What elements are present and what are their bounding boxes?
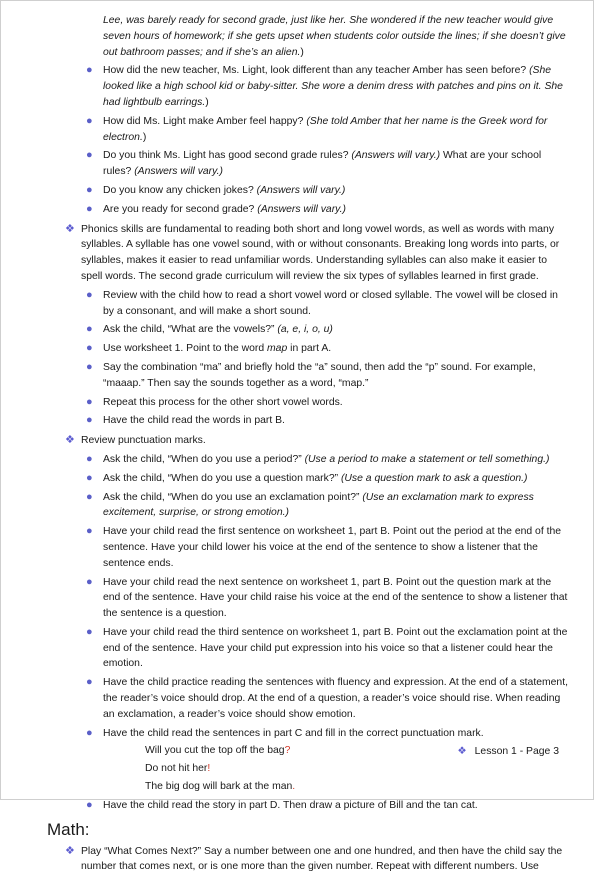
answer-text: (Use a period to make a statement or tell something.) bbox=[304, 453, 550, 465]
bullet-icon: ● bbox=[86, 414, 93, 427]
footer-text: Lesson 1 - Page 3 bbox=[474, 746, 559, 757]
math-heading: Math: bbox=[47, 819, 90, 839]
bullet-icon: ● bbox=[86, 64, 93, 77]
answer-text: (a, e, i, o, u) bbox=[277, 324, 333, 336]
punctuation-step bbox=[51, 452, 571, 468]
answer-close: ) bbox=[205, 96, 209, 108]
question-item bbox=[51, 63, 571, 110]
punctuation-step bbox=[51, 675, 571, 722]
summary-line: Lee, was barely ready for second grade, just like her. She wondered if the new teacher would give bbox=[103, 15, 554, 26]
sentence-text: The big dog will bark at the man bbox=[145, 781, 293, 793]
sentence-text: Do not hit her bbox=[145, 763, 208, 775]
punctuation-step bbox=[51, 490, 571, 522]
step-text: Have your child read the first sentence on worksheet 1, part B. Point out the period at the end of the sentence. Have your child lower his voice at the end of the sentence to show a listener that the sentence ends. bbox=[103, 526, 562, 569]
answer-text: (She told Amber that her name is the Greek word for electron. bbox=[103, 115, 548, 143]
phonics-step bbox=[51, 395, 571, 411]
question-item bbox=[51, 183, 571, 199]
phonics-step bbox=[51, 322, 571, 338]
question-text: How did Ms. Light make Amber feel happy? bbox=[103, 115, 304, 127]
phonics-step bbox=[51, 288, 571, 320]
answer-text: (Use a question mark to ask a question.) bbox=[340, 472, 528, 484]
punctuation-step bbox=[51, 798, 571, 814]
punctuation-step bbox=[51, 625, 571, 672]
page-footer bbox=[457, 745, 559, 759]
punctuation-section bbox=[51, 433, 571, 449]
handwritten-mark: . bbox=[292, 781, 296, 793]
bullet-icon: ● bbox=[86, 323, 93, 336]
summary-line: out bathroom passes; and if she’s an alien. bbox=[103, 46, 301, 58]
step-text: Say the combination “ma” and briefly hold the “a” sound, then add the “p” sound. For example, “maaap.” Then say the sounds together as a word, “map.” bbox=[103, 361, 536, 389]
bullet-icon: ● bbox=[86, 575, 93, 588]
step-text: Ask the child, “When do you use an exclamation point?” bbox=[103, 491, 360, 503]
punctuation-step bbox=[51, 575, 571, 622]
punctuation-step bbox=[51, 471, 571, 487]
diamond-bullet-icon: ❖ bbox=[65, 434, 75, 447]
bullet-icon: ● bbox=[86, 676, 93, 689]
step-text: in part A. bbox=[290, 343, 332, 355]
bullet-icon: ● bbox=[86, 149, 93, 162]
bullet-icon: ● bbox=[86, 798, 93, 811]
math-section bbox=[51, 844, 571, 875]
question-text: Are you ready for second grade? bbox=[103, 203, 255, 215]
step-text: Review with the child how to read a short vowel word or closed syllable. The vowel will be closed in by a consonant, and will make a short sound. bbox=[103, 289, 558, 317]
punctuation-intro: Review punctuation marks. bbox=[81, 435, 206, 447]
diamond-bullet-icon: ❖ bbox=[457, 746, 467, 757]
question-text: What are your school rules? bbox=[103, 150, 542, 178]
bullet-icon: ● bbox=[86, 452, 93, 465]
answer-text: (Answers will vary.) bbox=[351, 150, 441, 162]
question-text: Do you know any chicken jokes? bbox=[103, 184, 254, 196]
bullet-icon: ● bbox=[86, 471, 93, 484]
story-summary bbox=[103, 13, 571, 60]
bullet-icon: ● bbox=[86, 625, 93, 638]
diamond-bullet-icon: ❖ bbox=[65, 844, 75, 857]
question-text: How did the new teacher, Ms. Light, look different than any teacher Amber has seen before? bbox=[103, 65, 527, 77]
step-text: Ask the child, “When do you use a question mark?” bbox=[103, 472, 339, 484]
answer-text: (Answers will vary.) bbox=[134, 166, 223, 178]
question-text: Do you think Ms. Light has good second grade rules? bbox=[103, 150, 349, 162]
question-item bbox=[51, 202, 571, 218]
example-sentence bbox=[145, 779, 571, 795]
phonics-step bbox=[51, 341, 571, 357]
step-text: Have the child practice reading the sentences with fluency and expression. At the end of a statement, the reader’s voice should drop. At the end of a question, a reader’s voice should rise. When reading an exclamation, a reader’s voice should show emotion. bbox=[103, 677, 568, 720]
answer-text: (Answers will vary.) bbox=[256, 184, 346, 196]
bullet-icon: ● bbox=[86, 525, 93, 538]
bullet-icon: ● bbox=[86, 183, 93, 196]
phonics-section bbox=[51, 222, 571, 285]
step-text: Have your child read the third sentence on worksheet 1, part B. Point out the exclamation point at the end of the sentence. Have your child put expression into his voice so that a listener could hear the emotion. bbox=[103, 626, 568, 670]
step-text: Ask the child, “When do you use a period?” bbox=[103, 453, 302, 465]
question-item bbox=[51, 114, 571, 146]
step-text: Repeat this process for the other short vowel words. bbox=[103, 396, 343, 408]
handwritten-mark: ! bbox=[207, 763, 211, 775]
example-sentence bbox=[145, 761, 571, 777]
step-text: Have the child read the story in part D. Then draw a picture of Bill and the tan cat. bbox=[103, 799, 478, 811]
phonics-step bbox=[51, 360, 571, 392]
math-text: Play “What Comes Next?” Say a number between one and one hundred, and then have the child say the number that comes next, or is one more than the given number. Repeat with different numbers. Use bbox=[81, 845, 563, 873]
punctuation-step bbox=[51, 726, 571, 742]
bullet-icon: ● bbox=[86, 202, 93, 215]
sentence-text: Will you cut the top off the bag bbox=[145, 745, 285, 757]
phonics-intro: Phonics skills are fundamental to reading both short and long vowel words, as well as words with many syllables. A syllable has one vowel sound, with or without consonants. Breaking long words into parts, or syllables, makes it easier to read unfamiliar words. Understanding syllables can also make it easier to spell words. The second grade curriculum will review the six types of syllables learned in first grade. bbox=[81, 223, 560, 282]
step-text: Have the child read the words in part B. bbox=[103, 415, 285, 427]
step-text: Have your child read the next sentence on worksheet 1, part B. Point out the question mark at the end of the sentence. Have your child raise his voice at the end of the sentence to show a listener that the sentence is a question. bbox=[103, 576, 568, 620]
question-item bbox=[51, 148, 571, 180]
bullet-icon: ● bbox=[86, 114, 93, 127]
step-text: Ask the child, “What are the vowels?” bbox=[103, 324, 275, 336]
summary-close: ) bbox=[300, 46, 304, 58]
phonics-step bbox=[51, 413, 571, 429]
summary-line: seven hours of homework; if she gets upset when students color outside the lines; if she doesn’t give bbox=[103, 30, 566, 42]
step-text: Use worksheet 1. Point to the word bbox=[103, 343, 265, 355]
answer-text: (Use an exclamation mark to express excitement, surprise, or strong emotion.) bbox=[103, 491, 534, 519]
bullet-icon: ● bbox=[86, 726, 93, 739]
answer-text: (Answers will vary.) bbox=[257, 203, 346, 215]
answer-close: ) bbox=[142, 131, 147, 143]
punctuation-step bbox=[51, 524, 571, 571]
step-text: Have the child read the sentences in part C and fill in the correct punctuation mark. bbox=[103, 727, 484, 739]
bullet-icon: ● bbox=[86, 490, 93, 503]
bullet-icon: ● bbox=[86, 342, 93, 355]
example-word: map bbox=[267, 343, 288, 355]
answer-text: (She looked like a high school kid or baby-sitter. She wore a denim dress with patches and pins on it. She had lightbulb earrings. bbox=[103, 65, 563, 108]
handwritten-mark: ? bbox=[284, 745, 291, 757]
bullet-icon: ● bbox=[86, 360, 93, 373]
diamond-bullet-icon: ❖ bbox=[65, 222, 75, 235]
bullet-icon: ● bbox=[86, 288, 93, 301]
bullet-icon: ● bbox=[86, 395, 93, 408]
